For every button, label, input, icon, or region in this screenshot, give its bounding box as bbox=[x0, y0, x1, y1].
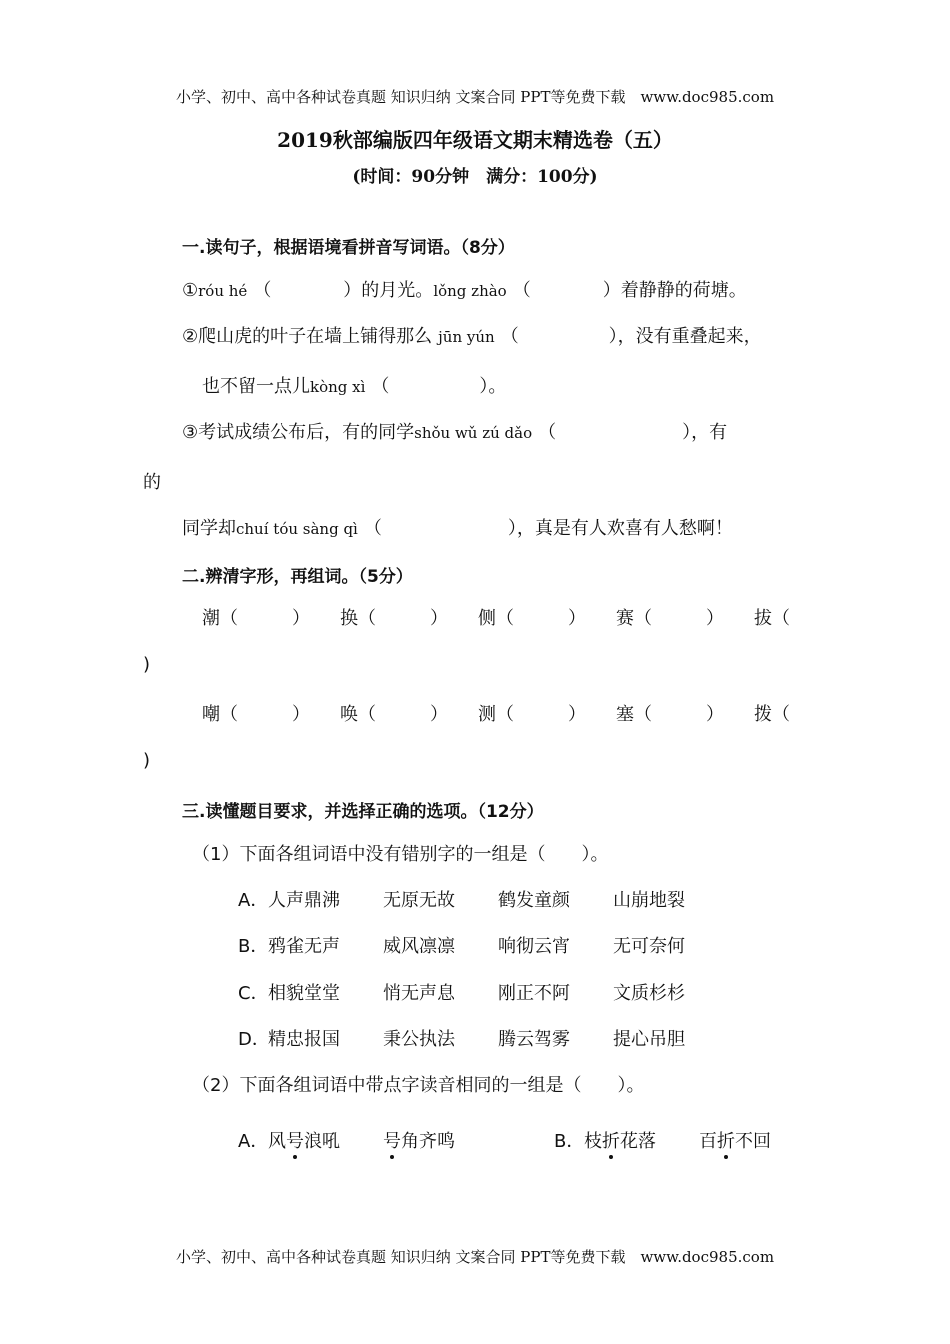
s2-item-huan[interactable]: 换（ ） bbox=[340, 608, 448, 629]
option-a-word-3: 鹤发童颜 bbox=[498, 890, 570, 911]
page-header: 小学、初中、高中各种试卷真题 知识归纳 文案合同 PPT等免费下载 www.doc985.com bbox=[175, 88, 775, 106]
s2-item-sai2[interactable]: 塞（ ） bbox=[616, 704, 724, 725]
question-1: （1）下面各组词语中没有错别字的一组是（ ）。 bbox=[192, 844, 609, 865]
q2-option-b-label[interactable]: B． bbox=[554, 1131, 585, 1152]
char: 花落 bbox=[620, 1131, 656, 1152]
option-b-label[interactable]: B． bbox=[238, 936, 269, 957]
answer-blank-junyun[interactable]: （ ），没有重叠起来， bbox=[500, 326, 762, 347]
section-2-heading: 二.辨清字形，再组词。（5分） bbox=[182, 567, 413, 587]
q2-option-a-label[interactable]: A． bbox=[238, 1131, 269, 1152]
option-b-word-4: 无可奈何 bbox=[613, 936, 685, 957]
s1-line-5 bbox=[182, 514, 733, 540]
answer-blank-chuitousangqi[interactable]: （ ），真是有人欢喜有人愁啊！ bbox=[363, 518, 733, 539]
q2-option-b-word-2 bbox=[699, 1127, 771, 1153]
q2-option-a-word-2 bbox=[383, 1127, 455, 1153]
s2-item-huan2[interactable]: 唤（ ） bbox=[340, 704, 448, 725]
option-d-word-3: 腾云驾雾 bbox=[498, 1029, 570, 1050]
char: 百 bbox=[699, 1131, 717, 1152]
q2-option-b-word-1 bbox=[584, 1127, 656, 1153]
option-c-word-1: 相貌堂堂 bbox=[268, 983, 340, 1004]
option-a-word-1: 人声鼎沸 bbox=[268, 890, 340, 911]
pinyin-kongxi: kòng xì bbox=[310, 378, 366, 396]
option-c-word-4: 文质杉杉 bbox=[613, 983, 685, 1004]
s2-item-ce[interactable]: 侧（ ） bbox=[478, 608, 586, 629]
s2-item-bo[interactable]: 拨（ bbox=[754, 704, 790, 725]
answer-blank-kongxi[interactable]: （ ）。 bbox=[371, 376, 507, 397]
char: 不回 bbox=[735, 1131, 771, 1152]
option-a-word-4: 山崩地裂 bbox=[613, 890, 685, 911]
s2-item-ce2[interactable]: 测（ ） bbox=[478, 704, 586, 725]
pinyin-longzhao: lǒng zhào bbox=[433, 282, 507, 300]
s1-l4-text: ③考试成绩公布后，有的同学 bbox=[182, 422, 415, 443]
answer-blank-longzhao[interactable]: （ ）着静静的荷塘。 bbox=[512, 280, 747, 301]
char: 枝 bbox=[584, 1131, 602, 1152]
dotted-char: 折 bbox=[602, 1127, 620, 1153]
exam-title: 2019秋部编版四年级语文期末精选卷（五） bbox=[277, 128, 673, 152]
option-d-word-1: 精忠报国 bbox=[268, 1029, 340, 1050]
s1-line-4 bbox=[182, 418, 727, 444]
pinyin-chuitousangqi: chuí tóu sàng qì bbox=[236, 520, 358, 538]
s1-l3-text: 也不留一点儿 bbox=[202, 376, 310, 397]
option-c-word-2: 悄无声息 bbox=[383, 983, 455, 1004]
dotted-char: 折 bbox=[717, 1127, 735, 1153]
option-c-label[interactable]: C． bbox=[238, 983, 269, 1004]
s1-l1-num: ① bbox=[182, 280, 199, 301]
s1-line-3 bbox=[202, 372, 506, 398]
option-d-word-4: 提心吊胆 bbox=[613, 1029, 685, 1050]
s2-item-sai[interactable]: 赛（ ） bbox=[616, 608, 724, 629]
dotted-char: 号 bbox=[286, 1127, 304, 1153]
q2-option-a-word-1 bbox=[268, 1127, 340, 1153]
option-d-label[interactable]: D． bbox=[238, 1029, 270, 1050]
s1-l5-text: 同学却 bbox=[182, 518, 236, 539]
char: 浪吼 bbox=[304, 1131, 340, 1152]
option-b-word-3: 响彻云宵 bbox=[498, 936, 570, 957]
dotted-char: 号 bbox=[383, 1127, 401, 1153]
pinyin-shouwuzudao: shǒu wǔ zú dǎo bbox=[414, 424, 533, 442]
s1-l2-text: ②爬山虎的叶子在墙上铺得那么 bbox=[182, 326, 433, 347]
question-2: （2）下面各组词语中带点字读音相同的一组是（ ）。 bbox=[192, 1075, 645, 1096]
exam-subtitle: (时间：90分钟 满分：100分) bbox=[352, 167, 598, 187]
section-3-heading: 三.读懂题目要求，并选择正确的选项。（12分） bbox=[182, 802, 544, 822]
s2-item-chao2[interactable]: 嘲（ ） bbox=[202, 704, 310, 725]
s2-item-chao[interactable]: 潮（ ） bbox=[202, 608, 310, 629]
option-b-word-2: 威风凛凛 bbox=[383, 936, 455, 957]
s1-line-2 bbox=[182, 322, 762, 348]
option-a-label[interactable]: A． bbox=[238, 890, 269, 911]
answer-blank-shouwuzudao[interactable]: （ ），有 bbox=[538, 422, 728, 443]
page-footer: 小学、初中、高中各种试卷真题 知识归纳 文案合同 PPT等免费下载 www.doc985.com bbox=[175, 1248, 775, 1266]
option-c-word-3: 刚正不阿 bbox=[498, 983, 570, 1004]
s2-item-ba[interactable]: 拔（ bbox=[754, 608, 790, 629]
section-1-heading: 一.读句子，根据语境看拼音写词语。（8分） bbox=[182, 238, 515, 258]
s2-row1-wrap: ) bbox=[143, 654, 151, 675]
option-a-word-2: 无原无故 bbox=[383, 890, 455, 911]
s1-line-1 bbox=[182, 276, 747, 302]
option-b-word-1: 鸦雀无声 bbox=[268, 936, 340, 957]
pinyin-junyun: jūn yún bbox=[438, 328, 495, 346]
s1-line-4-wrap: 的 bbox=[143, 472, 161, 493]
char: 角齐鸣 bbox=[401, 1131, 455, 1152]
option-d-word-2: 秉公执法 bbox=[383, 1029, 455, 1050]
answer-blank-rouhe[interactable]: （ ）的月光。 bbox=[253, 280, 434, 301]
pinyin-rouhe: róu hé bbox=[198, 282, 248, 300]
s2-row2-wrap: ) bbox=[143, 750, 151, 771]
char: 风 bbox=[268, 1131, 286, 1152]
